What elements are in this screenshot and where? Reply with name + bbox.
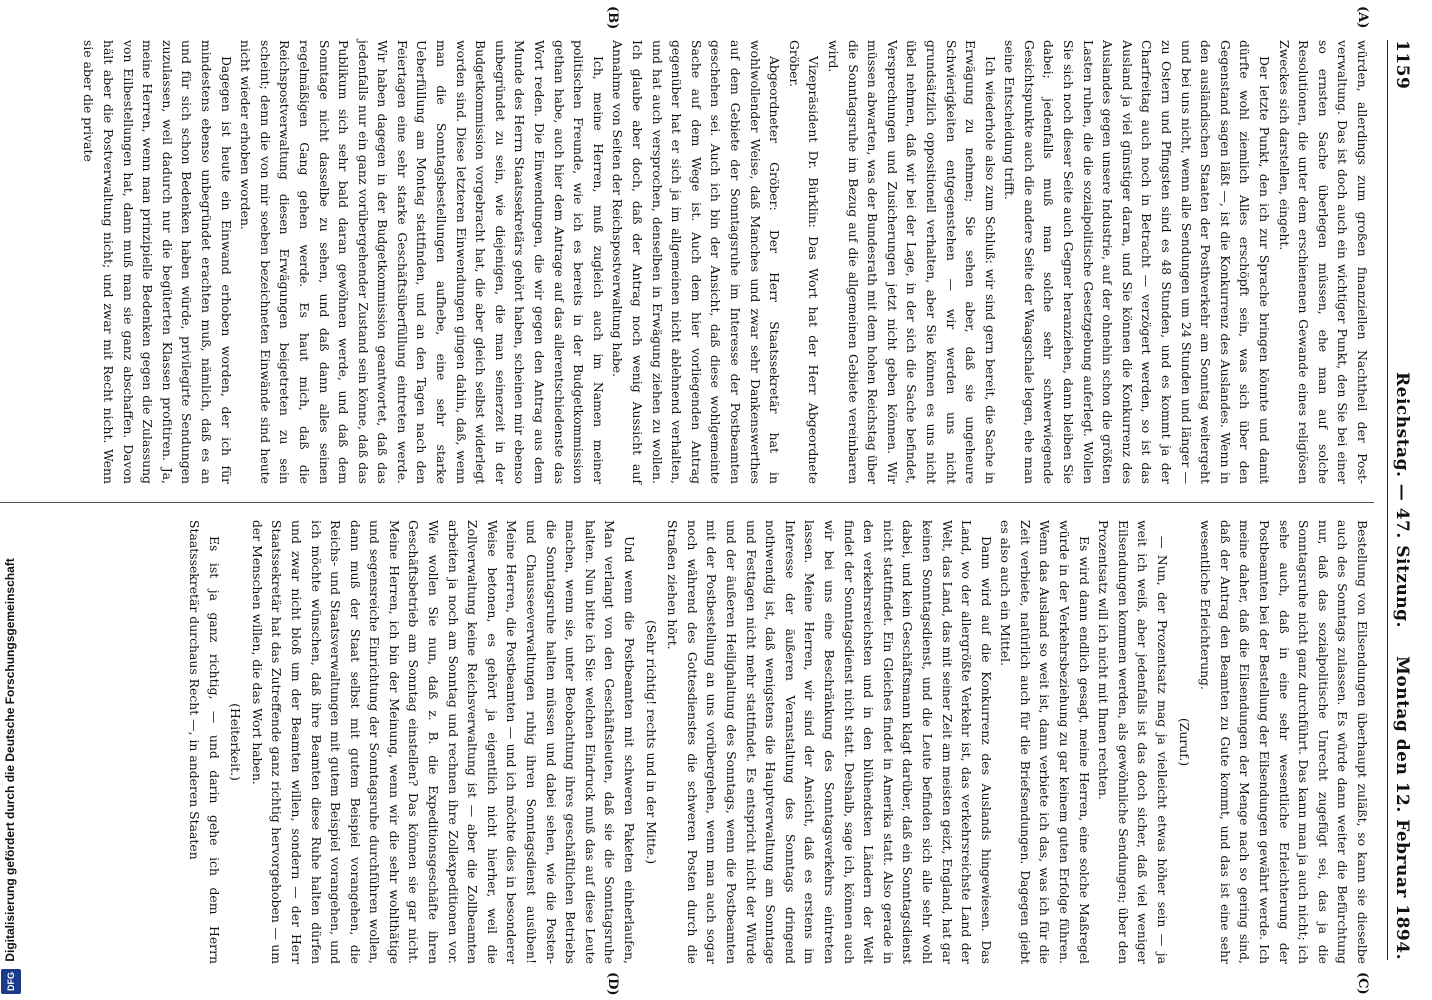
paragraph: Es wird dann endlich gesagt, meine Herren, eine solche Maßregel würde in der Verkehrsbeziehung zu gar keinem guten Erfolge führen. Wenn das Ausland so weit ist, dann verbiete ich das, was ich für die Zeit verbiete, natürlich auch für die Briefsendungen. Dagegen giebt es also auch ein Mittel.	[998, 520, 1092, 964]
margin-marker-a: (A)	[1355, 6, 1370, 29]
column-divider	[0, 502, 1374, 503]
margin-marker-c: (C)	[1355, 972, 1370, 995]
footer-text: Digitalisierung gefördert durch die Deutsche Forschungsgemeinschaft	[3, 558, 17, 962]
footer-strip	[0, 0, 20, 1000]
paragraph: Bestellung von Eilsendungen überhaupt zuläßt, so kann sie dieselbe auch des Sonntags zulassen. Es würde dann weiter die Befürchtung nur, daß das sozialpolitische Unrecht zugefügt sei, das ja die Sonntagsruhe nicht ganz durchführt. Das kann man ja auch nicht; ich sehe auch, daß in eine sehr wesentliche Erleichterung der Postbeamten bei der Bestellung der Eilsendungen gewährt werde. Ich meine daher, daß die Eilsendungen der Menge nach so gering sind, daß der Antrag den Beamten zu Gute kommt, und das ist eine sehr wesentliche Erleichterung.	[1198, 520, 1370, 964]
interjection: (Heiterkeit.)	[228, 703, 244, 781]
paragraph: Der letzte Punkt, den ich zur Sprache bringen könnte und damit dürfte wohl ziemlich Alles erschöpft sein, was sich über den Gegenstand sagen läßt —, ist die Konkurrenz des Auslandes. Wenn in den ausländischen Staaten der Posthverkehr am Sonntag weitergeht und bei uns nicht, wenn alle Sendungen um 24 Stunden und länger — zu Ostern und Pfingsten sind es 48 Stunden, und es kommt ja der Charfreitag auch noch in Betracht — verzögert werden, so ist das Ausland ja viel günstiger daran, und Sie können die Konkurrenz des Auslandes gegen unsere Industrie, auf der ohnehin schon die größten Lasten ruhen, die die sozialpolitische Gesetzgebung auferlegt. Wollen Sie sich noch dieser Seite auch Gegner heranziehen, dann bleiben Sie dabei; jedenfalls muß man solche sehr schwerwiegende Gesichtspunkte auch die andere Seite der Waagschale legen, ehe man seine Entscheidung trifft.	[1002, 40, 1273, 484]
page-title: Reichstag. — 47. Sitzung.	[1392, 372, 1412, 628]
page-header	[1387, 40, 1418, 960]
paragraph: Und wenn die Postbeamten mit schweren Paketen einherlaufen, Man verlangt von den Geschäftsleuten, daß sie die Sonntagsruhe halten. Nun bitte ich Sie: welchen Eindruck muß das auf diese Leute machen, wenn sie, unter Beobachtung ihres geschäftlichen Betriebs die Sonntagsruhe halten müssen und dabei sehen, wie die Posten- und Chausseeverwaltungen ruhig ihren Sonntagsdienst ausüben! Meine Herren, die Postbeamten — und ich möchte dies in besonderer Weise betonen, es gehört ja eigentlich nicht hierher, weil die Zollverwaltung keine Reichsverwaltung ist — aber die Zollbeamten arbeiten ja noch am Sonntag und rechnen ihre Zollexpeditionen vor. Wie wollen Sie nun, daß z. B. die Expeditionsgeschäfte ihren Geschäftsbetrieb am Sonntag einstellen? Das können sie gar nicht. Meine Herren, ich bin der Meinung, wenn wir die sehr wohlthätige und segensreiche Einrichtung der Sonntagsruhe durchführen wollen, dann muß der Staat selbst mit gutem Beispiel vorangehen, die Reichs- und Staatsverwaltungen mit gutem Beispiel vorangehen, und ich möchte wünschen, daß ihre Beamten diese Ruhe halten dürfen und zwar nicht bloß um der Beamten willen, sondern — der Herr Staatssekretär hat das Zutreffende ganz richtig hervorgehoben — um der Menschen willen, die das Wort haben.	[249, 520, 638, 964]
paragraph: Es ist ja ganz richtig, — und darin gehe ich dem Herrn Staatssekretär durchaus Recht —, in anderen Staaten	[186, 520, 222, 964]
paragraph: Ich, meine Herren, muß zugleich auch im Namen meiner politischen Freunde, wie ich es bereits in der Budgetkommission gethan habe, auch hier dem Antrage auf das allerentschiedenste das Wort reden. Die Einwendungen, die wir gegen den Antrag aus dem Munde des Herrn Staatssekretärs gehört haben, scheinen mir ebenso unbegründet zu sein, wie diejenigen, die man seinerzeit in der Budgetkommission vorgebracht hat, die aber gleich selbst widerlegt worden sind. Diese letzteren Einwendungen gingen dahin, daß, wenn man die Sonntagsbestellungen aufhebe, eine sehr starke Ueberfüllung am Montag stattfinden, und an den Tagen nach den Feiertagen eine sehr starke Geschäftsüberfüllung eintreten werde. Wir haben dagegen in der Budgetkommission geantwortet, daß das jedenfalls nur ein ganz vorübergehender Zustand sein könne, daß das Publikum sich sehr bald daran gewöhnen werde, und daß dem Sonntage nicht dasselbe zu sehen, und daß dann alles seinen regelmäßigen Gang gehen werde. Es haut mich, daß die Reichspostverwaltung diesen Erwägungen beigetreten zu sein scheint; denn die von mir soeben bezeichneten Einwände sind heute nicht wieder erhoben worden.	[238, 40, 606, 484]
paragraph: Ich wiederhole also zum Schluß: wir sind gern bereit, die Sache in Erwägung zu nehmen; Sie sehen aber, daß sie ungeheure Schwierigkeiten entgegenstehen — wir werden uns nicht grundsätzlich oppositionell verhalten, aber Sie können es uns nicht übel nehmen, daß wir bei der Lage, in der sich die Sache befindet, Versprechungen und Zusicherungen jetzt nicht geben können. Wir müssen abwarten, was der Bundesrath mit dem hohen Reichstag über die Sonntagsruhe im Bezug auf die allgemeinen Gebiete vereinbaren wird.	[825, 40, 998, 484]
paragraph: würden, allerdings zum großen finanziellen Nachtheil der Post-verwaltung. Das ist doch auch ein wichtiger Punkt, den Sie bei einer so ernsten Sache überlegen müssen, ehe man auf solche Resolutionen, die unter dem erschienenen Gewande eines religiösen Zweckes sich darstellen, eingeht.	[1276, 40, 1370, 484]
paragraph: Abgeordneter Gröber: Der Herr Staatssekretär hat in wohlwollender Weise, daß Manches und zwar sehr Dankenswerthes auf dem Gebiete der Sonntagsruhe im Interesse der Postbeamten geschehen sei. Auch ich bin der Ansicht, daß diese wohlgemeinte Sache auf dem Wege ist. Auch dem hier vorliegenden Antrag gegenüber hat er sich ja im allgemeinen nicht ablehnend verhalten, und hat auch versprochen, denselben in Erwägung ziehen zu wollen. Ich glaube aber doch, daß der Antrag noch wenig Aussicht auf Annahme von Seiten der Reichspostverwaltung habe.	[610, 40, 783, 484]
paragraph: Vizepräsident Dr. Bürklin: Das Wort hat der Herr Abgeordnete Gröber.	[786, 40, 822, 484]
margin-marker-b: (B)	[605, 6, 620, 30]
right-text-column	[72, 520, 1372, 964]
left-text-column	[72, 40, 1372, 484]
dfg-logo: DFG	[1, 969, 21, 994]
paragraph: — Nun, der Prozentsatz mag ja vielleicht etwas höher sein — ja weit ich weiß, aber jedenfalls ist das doch sicher, daß viel weniger Eilsendungen kommen werden, als gewöhnliche Sendungen; über den Prozentsatz will ich nicht mit Ihnen rechten.	[1096, 520, 1171, 964]
paragraph: Dann wird auf die Konkurrenz des Auslands hingewiesen. Das Land, wo der allergrößte Verkehr ist, das verkehrsreichste Land der Welt, das Land, das mit seiner Zeit am meisten geizt, England, hat gar keinen Sonntagsdienst, und die Leute befinden sich alle sehr wohl dabei, und kein Geschäftsmann klagt darüber, daß ein Sonntagsdienst nicht stattfindet. Ein Gleiches findet in Amerika statt. Also gerade in den verkehrsreichsten und in den blühendsten Ländern der Welt findet der Sonntagsdienst nicht statt. Deshalb, sage ich, können auch wir bei uns eine Beschränkung des Sonntagsverkehrs eintreten lassen. Meine Herren, wir sind der Ansicht, daß es erstens im Interesse der äußeren Veranstaltung des Sonntags dringend nothwendig ist, daß wenigstens die Hauptverwaltung am Sonntage und Festtagen nicht mehr stattfindet. Es entspricht nicht der Würde und der äußeren Heilighaltung des Sonntags, wenn die Postbeamten mit der Postbestellung an uns vorübergehen, wenn man auch sogar noch während des Gottesdienstes die schweren Posten durch die Straßen ziehen hört.	[665, 520, 994, 964]
interjection: (Sehr richtig! rechts und in der Mitte.)	[643, 619, 659, 865]
paragraph: Dagegen ist heute ein Einwand erhoben worden, der ich für mindestens ebenso unbegründet erachten muß, nämlich, daß es an und für sich schon Bedenken haben würde, privilegirte Sendungen zuzulassen, weil dadurch nur die begüterten Klassen profitiren. Ja, meine Herren, wenn man prinzipielle Bedenken gegen die Zulassung von Eilbestellungen hat, dann muß man sie ganz abschaffen. Davon hält aber die Postverwaltung nicht; und zwar mit Recht nicht. Wenn sie aber die private	[81, 40, 234, 484]
page-number: 1159	[1392, 40, 1412, 90]
interjection: (Zuruf.)	[1176, 717, 1192, 767]
page-date: Montag den 12. Februar 1894.	[1392, 656, 1412, 960]
margin-marker-d: (D)	[605, 972, 620, 996]
